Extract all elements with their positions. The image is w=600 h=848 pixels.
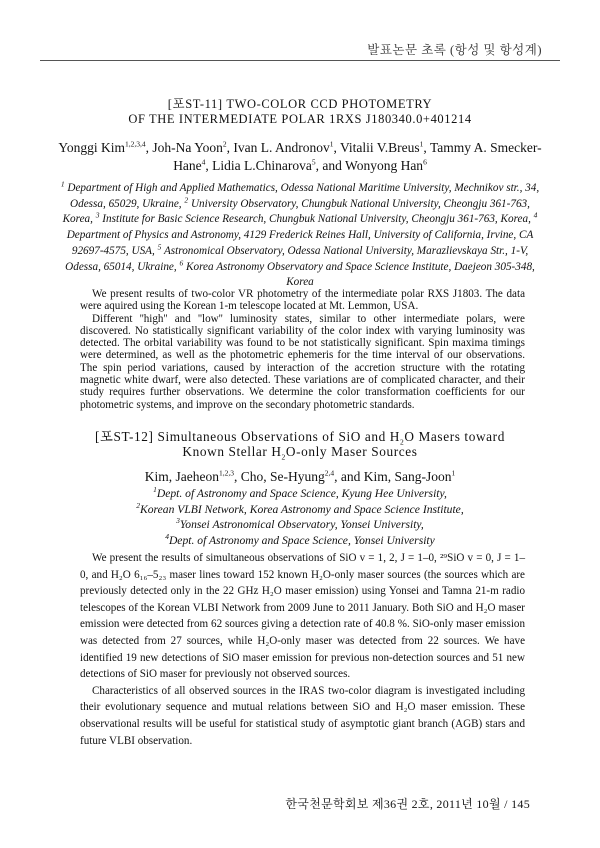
page-footer: 한국천문학회보 제36권 2호, 2011년 10월 / 145	[285, 797, 530, 811]
paper1-title-line2: OF THE INTERMEDIATE POLAR 1RXS J180340.0+401214	[128, 112, 472, 126]
paper1-title	[60, 97, 540, 127]
p2-author-2: Cho, Se-Hyung$^{2,4}$, and	[240, 468, 364, 484]
p1-author-4: Vitalii V.Breus$^1$,	[339, 139, 430, 155]
paper2-authors	[55, 468, 545, 486]
p1-affil-4: $^4$ Department of Physics and Astronomy, 4129 Frederick Reines Hall, University of California, Irvine, CA 92697-4575, USA,	[66, 210, 538, 257]
p2-author-3: Kim, Sang-Joon$^1$	[363, 468, 456, 484]
p2-abstract-para-1: We present the results of simultaneous observations of SiO v = 1, 2, J = 1–0, ²⁹SiO v = 0, J = 1–0, and H₂O 6₁₆–5₂₃ maser lines toward 152 known H₂O-only maser sources (the sources which are previously detected only in the 22 GHz H₂O maser emission) using Yonsei and Tamna 21-m radio telescopes of the Korean VLBI Network from 2009 June to 2011 January. Both SiO and H₂O maser emission were detected from 62 sources giving a detection rate of 40.8 %. SiO-only maser emission was detected from 27 sources, while H₂O-only maser was detected from 22 sources. We have identified 19 new detections of SiO maser emission for previous non-detection sources and 51 new detections of SiO maser for previously not observed sources.	[80, 552, 525, 681]
header-rule	[40, 60, 560, 61]
p1-affil-2: $^2$ University Observatory, Chungbuk National University, Cheongju 361-763, Korea,	[62, 194, 530, 226]
p1-abstract-para-2: Different ''high'' and ''low'' luminosity states, similar to other intermediate polars, were discovered. No statistically significant variability of the color index with varying luminosity was detected. The orbital variability was found to be not statistically significant. Spin maxima timings were determined, as well as the photometric ephemeris for the time interval of our observations. The spin period variations, caused by interaction of the accretion structure with the rotating magnetic white dwarf, were also detected. These variations are of complicated character, and their study requires further observations. We determine the color transformation coefficients for our photometric systems, and improve on the secondary photometric standards.	[80, 312, 525, 411]
paper1-authors	[55, 139, 545, 175]
p2-author-1: Kim, Jaeheon$^{1,2,3}$,	[144, 468, 241, 484]
p1-author-2: Joh-Na Yoon$^2$,	[152, 139, 234, 155]
paper2-title-line2: Known Stellar $H_2O$-only Maser Sources	[182, 444, 418, 462]
running-header: 발표논문 초록 (항성 및 항성계)	[367, 43, 542, 57]
p2-affil-1: $^1$Dept. of Astronomy and Space Science, Kyung Hee University,	[153, 485, 447, 500]
p1-abstract-para-1: We present results of two-color VR photometry of the intermediate polar RXS J1803. The data were aquired using the Korean 1-m telescope located at Mt. Lemmon, USA.	[80, 288, 525, 313]
p1-author-3: Ivan L. Andronov$^1$,	[233, 139, 340, 155]
p1-affil-1: $^1$ Department of High and Applied Mathematics, Odessa National Maritime University, Mechnikov str., 34, Odessa, 65029, Ukraine,	[60, 179, 540, 210]
p2-affil-3: $^3$Yonsei Astronomical Observatory, Yonsei University,	[176, 516, 424, 532]
p1-affil-5: $^5$ Astronomical Observatory, Odessa National University, Marazlievskaya Str., 1-V, Odessa, 65014, Ukraine,	[65, 242, 529, 273]
p1-author-5: Tammy A. Smecker-Hane$^4$,	[173, 140, 542, 173]
p1-affil-6: $^6$ Korea Astronomy Observatory and Space Science Institute, Daejeon 305-348, Korea	[179, 257, 535, 289]
p1-author-1: Yonggi Kim$^{1,2,3,4}$,	[58, 139, 153, 155]
paper2-affiliations	[60, 486, 540, 548]
p1-author-6: Lidia L.Chinarova$^5$, and	[212, 157, 346, 173]
p1-author-7: Wonyong Han$^6$	[345, 157, 427, 173]
p2-affil-4: $^4$Dept. of Astronomy and Space Science, Yonsei University	[165, 531, 435, 547]
p1-affil-3: $^3$ Institute for Basic Science Research, Chungbuk National University, Cheongju 361-763, Korea,	[95, 210, 531, 226]
paper2-title-line1: [포ST-12] Simultaneous Observations of SiO and $H_2O$ Masers toward	[95, 429, 505, 447]
paper1-title-line1: [포ST-11] TWO-COLOR CCD PHOTOMETRY	[167, 97, 433, 111]
paper1-affiliations	[60, 181, 540, 291]
paper2-abstract	[80, 550, 525, 749]
p2-abstract-para-2: Characteristics of all observed sources in the IRAS two-color diagram is investigated including their evolutionary sequence and mutual relations between SiO and H₂O maser emission. These observational results will be useful for statistical study of asymptotic giant branch (AGB) stars and future VLBI observation.	[80, 684, 525, 747]
paper1-abstract	[80, 288, 525, 411]
paper2-title	[60, 429, 540, 462]
p2-affil-2: $^2$Korean VLBI Network, Korea Astronomy and Space Science Institute,	[136, 500, 464, 516]
